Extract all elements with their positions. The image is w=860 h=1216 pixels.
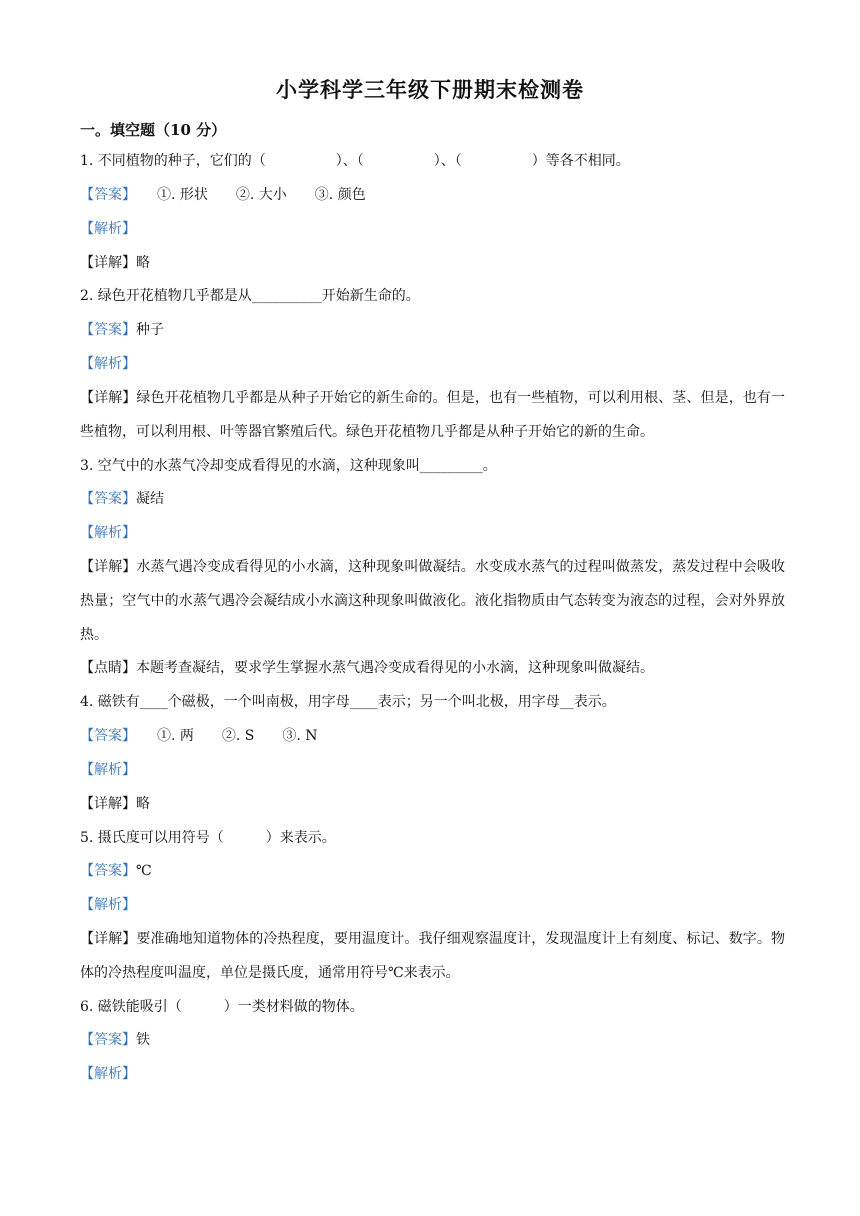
comment-3 (80, 658, 785, 678)
question-2: 2. 绿色开花植物几乎都是从__________开始新生命的。 (80, 288, 420, 304)
answer-2-text: 种子 (136, 322, 164, 338)
question-3: 3. 空气中的水蒸气冷却变成看得见的水滴，这种现象叫_________。 (80, 458, 497, 474)
answer-tag: 【答案】 (80, 863, 136, 879)
detail-4 (80, 794, 785, 814)
detail-tag: 【详解】 (80, 390, 137, 406)
answer-1-text: ①. 形状 ②. 大小 ③. 颜色 (129, 187, 366, 203)
question-6: 6. 磁铁能吸引（ ）一类材料做的物体。 (80, 999, 364, 1015)
analysis-3 (80, 523, 785, 543)
answer-tag: 【答案】 (80, 1032, 136, 1048)
comment-3-text: 本题考查凝结，要求学生掌握水蒸气遇冷变成看得见的小水滴，这种现象叫做凝结。 (136, 660, 654, 676)
detail-tag: 【详解】 (80, 255, 136, 271)
answer-tag: 【答案】 (80, 322, 136, 338)
answer-3-text: 凝结 (136, 491, 164, 507)
analysis-6 (80, 1064, 785, 1084)
answer-4 (80, 726, 785, 746)
analysis-tag: 【解析】 (80, 762, 136, 778)
answer-3 (80, 489, 785, 509)
analysis-1 (80, 219, 785, 239)
analysis-5 (80, 895, 785, 915)
answer-5-text: ℃ (136, 863, 152, 879)
comment-tag: 【点睛】 (80, 660, 136, 676)
analysis-tag: 【解析】 (80, 356, 136, 372)
answer-tag: 【答案】 (80, 728, 129, 744)
page-title: 小学科学三年级下册期末检测卷 (276, 77, 584, 102)
detail-5 (80, 922, 785, 990)
analysis-tag: 【解析】 (80, 525, 136, 541)
answer-1 (80, 185, 785, 205)
question-5: 5. 摄氏度可以用符号（ ）来表示。 (80, 830, 336, 846)
question-4: 4. 磁铁有____个磁极，一个叫南极，用字母____表示；另一个叫北极，用字母__表示。 (80, 694, 616, 710)
detail-1 (80, 253, 785, 273)
analysis-4 (80, 760, 785, 780)
answer-6 (80, 1030, 785, 1050)
detail-3-text: 水蒸气遇冷变成看得见的小水滴，这种现象叫做凝结。水变成水蒸气的过程叫做蒸发，蒸发过程中会吸收热量；空气中的水蒸气遇冷会凝结成小水滴这种现象叫做液化。液化指物质由气态转变为液态的过程，会对外界放热。 (80, 559, 786, 643)
detail-3 (80, 550, 785, 652)
detail-2 (80, 381, 785, 449)
section-heading: 一。填空题（10 分） (80, 121, 227, 139)
answer-tag: 【答案】 (80, 491, 136, 507)
detail-tag: 【详解】 (80, 931, 137, 947)
detail-1-text: 略 (136, 255, 150, 271)
detail-4-text: 略 (136, 796, 150, 812)
question-1: 1. 不同植物的种子，它们的（ ）、（ ）、（ ）等各不相同。 (80, 153, 630, 169)
answer-tag: 【答案】 (80, 187, 129, 203)
detail-tag: 【详解】 (80, 796, 136, 812)
detail-5-text: 要准确地知道物体的冷热程度，要用温度计。我仔细观察温度计，发现温度计上有刻度、标记、数字。物体的冷热程度叫温度，单位是摄氏度，通常用符号℃来表示。 (80, 931, 786, 981)
answer-5 (80, 861, 785, 881)
detail-tag: 【详解】 (80, 559, 137, 575)
analysis-tag: 【解析】 (80, 1066, 136, 1082)
answer-6-text: 铁 (136, 1032, 150, 1048)
detail-2-text: 绿色开花植物几乎都是从种子开始它的新生命的。但是，也有一些植物，可以利用根、茎、但是，也有一些植物，可以利用根、叶等器官繁殖后代。绿色开花植物几乎都是从种子开始它的新的生命。 (80, 390, 786, 440)
answer-4-text: ①. 两 ②. S ③. N (129, 728, 318, 744)
analysis-2 (80, 354, 785, 374)
analysis-tag: 【解析】 (80, 897, 136, 913)
analysis-tag: 【解析】 (80, 221, 136, 237)
answer-2 (80, 320, 785, 340)
